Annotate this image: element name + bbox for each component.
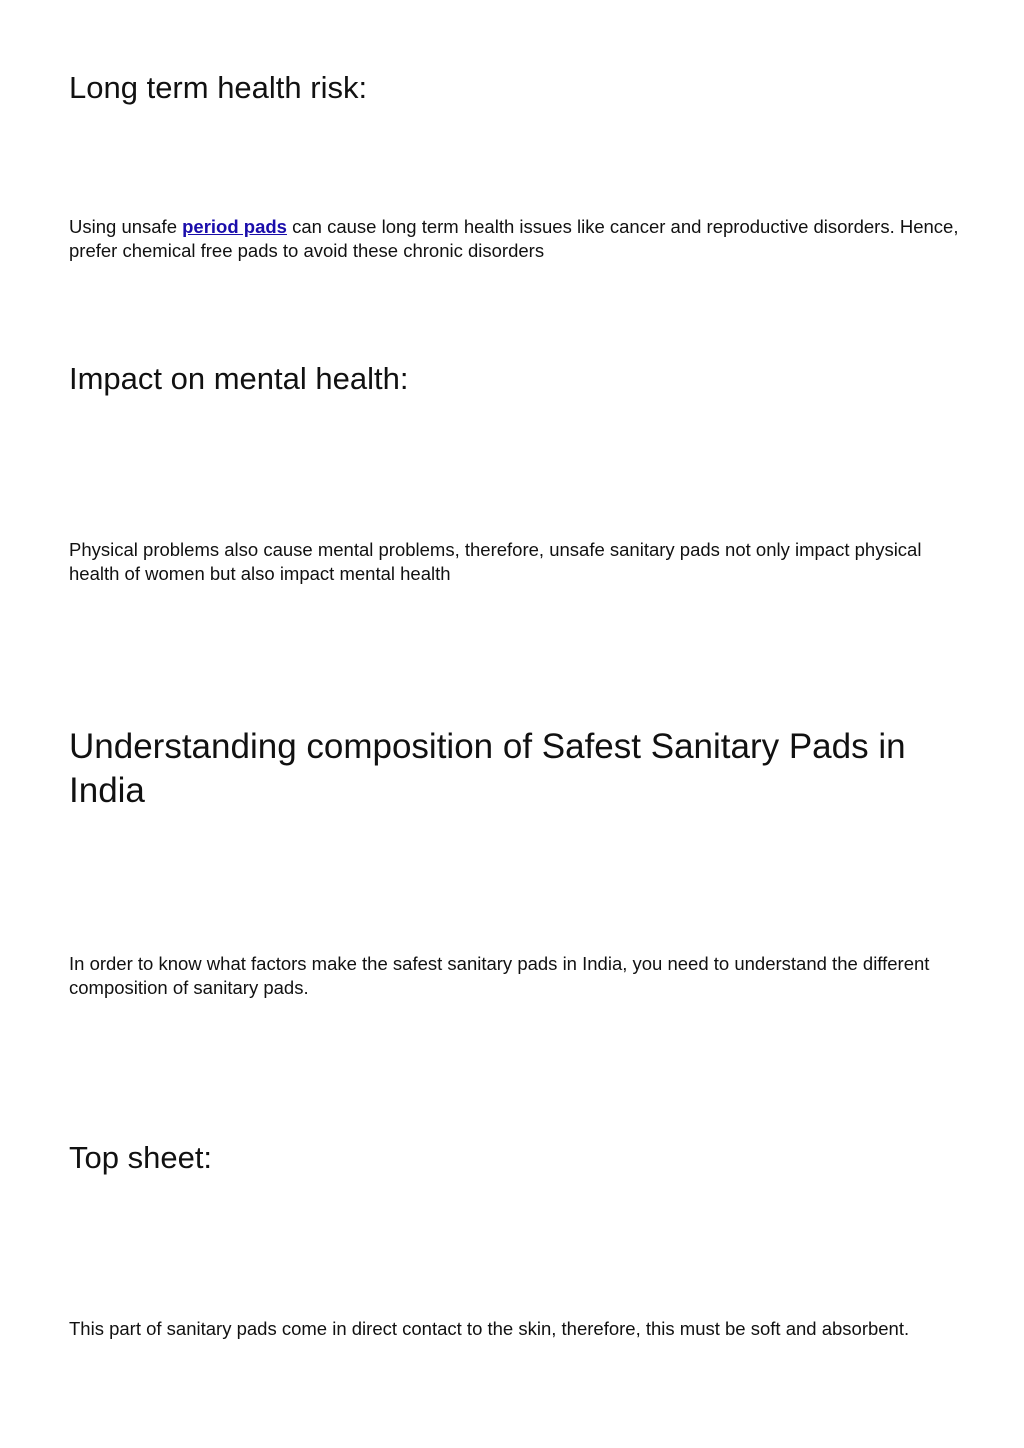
paragraph-long-term-health-risk [69, 215, 969, 263]
heading-impact-on-mental-health: Impact on mental health: [69, 361, 409, 396]
paragraph-text-before-link: Using unsafe [69, 216, 183, 237]
paragraph-understanding-composition: In order to know what factors make the safest sanitary pads in India, you need to understand the different composition of sanitary pads. [69, 953, 930, 998]
paragraph-top-sheet: This part of sanitary pads come in direct contact to the skin, therefore, this must be soft and absorbent. [69, 1318, 910, 1339]
paragraph-text-after-link: can cause long term health issues like cancer and reproductive disorders. Hence, prefer chemical free pads to avoid these chronic disorders [69, 216, 959, 261]
heading-understanding-composition: Understanding composition of Safest Sanitary Pads in India [69, 727, 906, 810]
heading-top-sheet: Top sheet: [69, 1140, 213, 1175]
heading-long-term-health-risk: Long term health risk: [69, 70, 368, 105]
period-pads-link[interactable]: period pads [182, 216, 287, 237]
paragraph-impact-on-mental-health: Physical problems also cause mental problems, therefore, unsafe sanitary pads not only impact physical health of women but also impact mental health [69, 539, 922, 584]
